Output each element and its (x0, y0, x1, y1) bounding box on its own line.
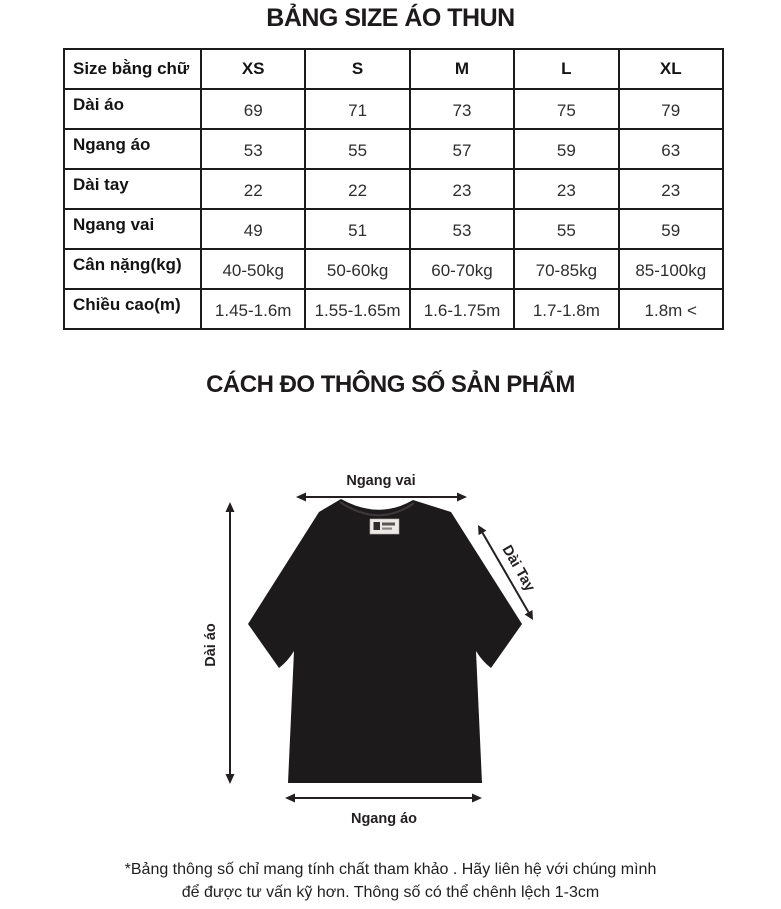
cell-value: 71 (305, 89, 409, 129)
shirt-length-label: Dài áo (203, 623, 219, 667)
row-label: Chiều cao(m) (64, 289, 201, 329)
cell-value: 23 (410, 169, 514, 209)
table-row-chest-width (64, 129, 723, 169)
size-table (63, 48, 724, 330)
header-size-m: M (410, 49, 514, 89)
row-label: Dài tay (64, 169, 201, 209)
shoulder-width-label: Ngang vai (346, 473, 416, 489)
cell-value: 49 (201, 209, 305, 249)
tshirt-illustration (248, 499, 522, 783)
table-row-sleeve-length (64, 169, 723, 209)
tshirt-body-shape (248, 499, 522, 783)
cell-value: 1.55-1.65m (305, 289, 409, 329)
cell-value: 40-50kg (201, 249, 305, 289)
row-label: Cân nặng(kg) (64, 249, 201, 289)
cell-value: 85-100kg (619, 249, 723, 289)
cell-value: 63 (619, 129, 723, 169)
cell-value: 23 (619, 169, 723, 209)
shirt-length-arrow (226, 502, 235, 784)
row-label: Ngang vai (64, 209, 201, 249)
cell-value: 55 (305, 129, 409, 169)
table-row-shoulder-width (64, 209, 723, 249)
shoulder-width-arrow (296, 493, 467, 502)
footnote-line1: *Bảng thông số chỉ mang tính chất tham khảo . Hãy liên hệ với chúng mình (124, 861, 657, 878)
cell-value: 22 (201, 169, 305, 209)
cell-value: 70-85kg (514, 249, 618, 289)
cell-value: 73 (410, 89, 514, 129)
header-size-xs: XS (201, 49, 305, 89)
cell-value: 55 (514, 209, 618, 249)
cell-value: 22 (305, 169, 409, 209)
cell-value: 60-70kg (410, 249, 514, 289)
header-size-s: S (305, 49, 409, 89)
cell-value: 50-60kg (305, 249, 409, 289)
footnote (0, 858, 781, 904)
row-label: Dài áo (64, 89, 201, 129)
header-size-label: Size bằng chữ (64, 49, 201, 89)
cell-value: 53 (410, 209, 514, 249)
page-title: BẢNG SIZE ÁO THUN (266, 4, 515, 32)
cell-value: 59 (514, 129, 618, 169)
table-row-height (64, 289, 723, 329)
footnote-line2: để được tư vấn kỹ hơn. Thông số có thể chênh lệch 1-3cm (181, 884, 600, 901)
measurement-diagram (183, 452, 625, 844)
table-header-row (64, 49, 723, 89)
cell-value: 57 (410, 129, 514, 169)
chest-width-arrow (285, 794, 482, 803)
cell-value: 69 (201, 89, 305, 129)
header-size-xl: XL (619, 49, 723, 89)
sleeve-length-label: Dài Tay (498, 542, 538, 595)
cell-value: 79 (619, 89, 723, 129)
table-row-shirt-length (64, 89, 723, 129)
cell-value: 1.7-1.8m (514, 289, 618, 329)
cell-value: 53 (201, 129, 305, 169)
table-row-weight (64, 249, 723, 289)
neck-tag (370, 519, 399, 534)
cell-value: 59 (619, 209, 723, 249)
header-size-l: L (514, 49, 618, 89)
cell-value: 1.8m < (619, 289, 723, 329)
cell-value: 75 (514, 89, 618, 129)
chest-width-label: Ngang áo (350, 811, 418, 827)
cell-value: 23 (514, 169, 618, 209)
cell-value: 1.6-1.75m (410, 289, 514, 329)
row-label: Ngang áo (64, 129, 201, 169)
cell-value: 1.45-1.6m (201, 289, 305, 329)
section-title: CÁCH ĐO THÔNG SỐ SẢN PHẨM (206, 371, 575, 398)
cell-value: 51 (305, 209, 409, 249)
